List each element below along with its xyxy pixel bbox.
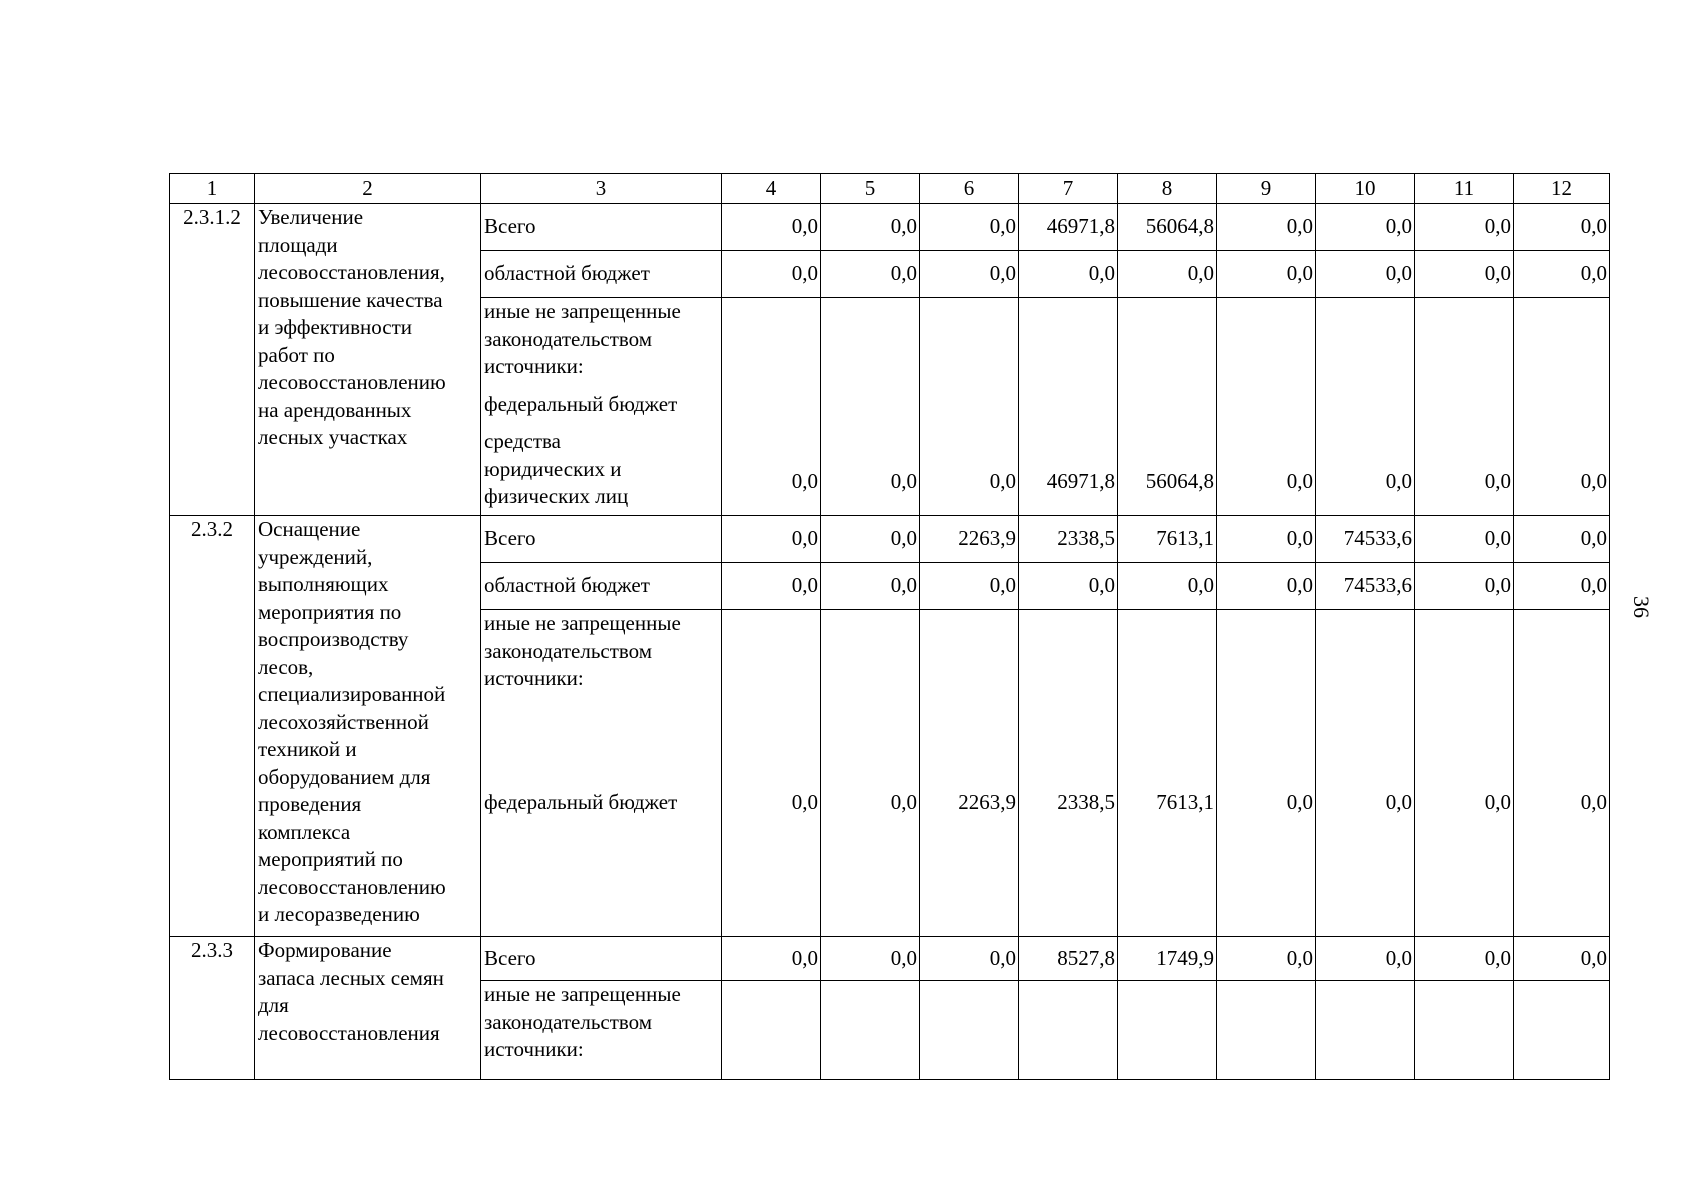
activity-name-line: оборудованием для	[258, 764, 431, 789]
column-number: 7	[1019, 174, 1118, 204]
value-cell: 0,0	[1415, 563, 1514, 610]
value-cell: 7613,1	[1118, 516, 1217, 563]
value-cell: 0,0	[1217, 298, 1316, 516]
value-cell: 0,0	[1415, 298, 1514, 516]
activity-name-line: и лесоразведению	[258, 902, 420, 926]
activity-name-line: специализированной	[258, 682, 446, 706]
activity-name-line: мероприятия по	[258, 599, 402, 624]
value-cell: 0,0	[1415, 204, 1514, 251]
activity-name-line: выполняющих	[258, 572, 389, 596]
empty-cell	[1514, 981, 1610, 1080]
value-cell: 0,0	[1316, 610, 1415, 937]
activity-name-line: запаса лесных семян	[258, 965, 444, 990]
column-number: 3	[481, 174, 722, 204]
value-cell: 0,0	[1217, 251, 1316, 298]
value-cell: 0,0	[1217, 610, 1316, 937]
other-sources-heading: иные не запрещенные	[484, 299, 681, 323]
activity-name	[255, 204, 481, 516]
column-number: 4	[722, 174, 821, 204]
activity-name-line: техникой и	[258, 737, 357, 761]
empty-cell	[722, 981, 821, 1080]
activity-name-line: проведения	[258, 792, 362, 816]
other-sources-cell	[481, 298, 722, 516]
other-sources-heading: иные не запрещенные	[484, 611, 681, 635]
value-cell: 0,0	[722, 251, 821, 298]
value-cell: 2263,9	[920, 610, 1019, 937]
activity-name	[255, 937, 481, 1080]
value-cell: 0,0	[1514, 610, 1610, 937]
other-sources-heading: иные не запрещенные	[484, 982, 681, 1006]
other-sources-heading: источники:	[484, 666, 584, 690]
value-cell: 0,0	[722, 516, 821, 563]
value-cell: 74533,6	[1316, 516, 1415, 563]
value-cell: 0,0	[821, 610, 920, 937]
column-number: 9	[1217, 174, 1316, 204]
value-cell: 56064,8	[1118, 298, 1217, 516]
activity-name-line: Формирование	[258, 938, 392, 962]
activity-name-line: и эффективности	[258, 315, 413, 339]
funding-source: областной бюджет	[481, 563, 722, 610]
value-cell: 0,0	[1217, 563, 1316, 610]
value-cell: 46971,8	[1019, 204, 1118, 251]
activity-name-line: лесовосстановлению	[258, 370, 446, 394]
funding-source: Всего	[481, 516, 722, 563]
value-cell: 0,0	[1514, 516, 1610, 563]
federal-budget-label: федеральный бюджет	[484, 391, 678, 416]
column-number: 5	[821, 174, 920, 204]
value-cell: 0,0	[821, 937, 920, 981]
funding-source: Всего	[481, 204, 722, 251]
column-number-row	[170, 174, 1610, 204]
table-row	[170, 204, 1610, 251]
column-number: 6	[920, 174, 1019, 204]
value-cell: 46971,8	[1019, 298, 1118, 516]
funding-source: областной бюджет	[481, 251, 722, 298]
empty-cell	[1019, 981, 1118, 1080]
column-number: 12	[1514, 174, 1610, 204]
activity-code: 2.3.1.2	[170, 204, 255, 516]
other-sources-cell	[481, 981, 722, 1080]
activity-name-line: повышение качества	[258, 287, 443, 312]
other-sources-heading: законодательством	[484, 638, 653, 663]
budget-table	[169, 173, 1610, 1080]
value-cell: 0,0	[722, 610, 821, 937]
value-cell: 0,0	[722, 298, 821, 516]
empty-cell	[1217, 981, 1316, 1080]
value-cell: 0,0	[821, 204, 920, 251]
empty-cell	[821, 981, 920, 1080]
value-cell: 0,0	[920, 251, 1019, 298]
value-cell: 0,0	[1118, 563, 1217, 610]
activity-name-line: воспроизводству	[258, 627, 409, 651]
value-cell: 0,0	[1415, 516, 1514, 563]
other-sources-heading: законодательством	[484, 326, 653, 351]
value-cell: 0,0	[722, 563, 821, 610]
value-cell: 2338,5	[1019, 610, 1118, 937]
legal-entities-label: средства	[484, 429, 562, 453]
value-cell: 0,0	[920, 937, 1019, 981]
activity-name-line: на арендованных	[258, 397, 412, 422]
value-cell: 0,0	[1019, 251, 1118, 298]
activity-name-line: для	[258, 993, 289, 1017]
value-cell: 56064,8	[1118, 204, 1217, 251]
column-number: 10	[1316, 174, 1415, 204]
value-cell: 0,0	[821, 251, 920, 298]
column-number: 1	[170, 174, 255, 204]
empty-cell	[1415, 981, 1514, 1080]
value-cell: 0,0	[1217, 516, 1316, 563]
page-number: 36	[1629, 596, 1654, 618]
activity-name-line: Оснащение	[258, 517, 361, 541]
value-cell: 0,0	[1217, 937, 1316, 981]
activity-name-line: лесохозяйственной	[258, 709, 429, 734]
activity-name-line: лесов,	[258, 654, 314, 679]
value-cell: 0,0	[722, 204, 821, 251]
empty-cell	[1118, 981, 1217, 1080]
value-cell: 8527,8	[1019, 937, 1118, 981]
value-cell: 0,0	[1514, 937, 1610, 981]
activity-name-line: лесовосстановления,	[258, 260, 445, 284]
other-sources-cell	[481, 610, 722, 937]
federal-budget-label: федеральный бюджет	[484, 789, 678, 814]
value-cell: 0,0	[821, 516, 920, 563]
funding-source: Всего	[481, 937, 722, 981]
value-cell: 0,0	[1316, 298, 1415, 516]
value-cell: 0,0	[1118, 251, 1217, 298]
value-cell: 0,0	[1514, 563, 1610, 610]
value-cell: 0,0	[1415, 251, 1514, 298]
value-cell: 0,0	[920, 563, 1019, 610]
activity-code: 2.3.3	[170, 937, 255, 1080]
value-cell: 0,0	[1415, 937, 1514, 981]
value-cell: 0,0	[920, 204, 1019, 251]
value-cell: 7613,1	[1118, 610, 1217, 937]
activity-name-line: комплекса	[258, 819, 351, 844]
value-cell: 1749,9	[1118, 937, 1217, 981]
other-sources-heading: источники:	[484, 1037, 584, 1061]
value-cell: 0,0	[920, 298, 1019, 516]
value-cell: 2263,9	[920, 516, 1019, 563]
activity-name-line: площади	[258, 232, 338, 257]
value-cell: 2338,5	[1019, 516, 1118, 563]
other-sources-heading: источники:	[484, 354, 584, 378]
empty-cell	[1316, 981, 1415, 1080]
legal-entities-label: юридических и	[484, 456, 622, 481]
activity-name-line: работ по	[258, 342, 335, 367]
value-cell: 0,0	[1316, 204, 1415, 251]
value-cell: 0,0	[1514, 204, 1610, 251]
column-number: 2	[255, 174, 481, 204]
value-cell: 0,0	[821, 563, 920, 610]
empty-cell	[920, 981, 1019, 1080]
activity-name-line: учреждений,	[258, 544, 373, 569]
value-cell: 0,0	[1514, 251, 1610, 298]
activity-name-line: лесовосстановлению	[258, 874, 446, 899]
table-row	[170, 516, 1610, 563]
table-row	[170, 937, 1610, 981]
activity-name-line: мероприятий по	[258, 847, 403, 871]
value-cell: 0,0	[1415, 610, 1514, 937]
activity-name	[255, 516, 481, 937]
value-cell: 0,0	[1019, 563, 1118, 610]
column-number: 8	[1118, 174, 1217, 204]
activity-name-line: Увеличение	[258, 205, 364, 229]
value-cell: 0,0	[1316, 937, 1415, 981]
other-sources-heading: законодательством	[484, 1009, 653, 1034]
column-number: 11	[1415, 174, 1514, 204]
value-cell: 0,0	[821, 298, 920, 516]
value-cell: 0,0	[1217, 204, 1316, 251]
value-cell: 0,0	[722, 937, 821, 981]
activity-name-line: лесовосстановления	[258, 1020, 440, 1045]
legal-entities-label: физических лиц	[484, 484, 629, 508]
value-cell: 0,0	[1514, 298, 1610, 516]
value-cell: 74533,6	[1316, 563, 1415, 610]
activity-name-line: лесных участках	[258, 425, 408, 449]
value-cell: 0,0	[1316, 251, 1415, 298]
activity-code: 2.3.2	[170, 516, 255, 937]
